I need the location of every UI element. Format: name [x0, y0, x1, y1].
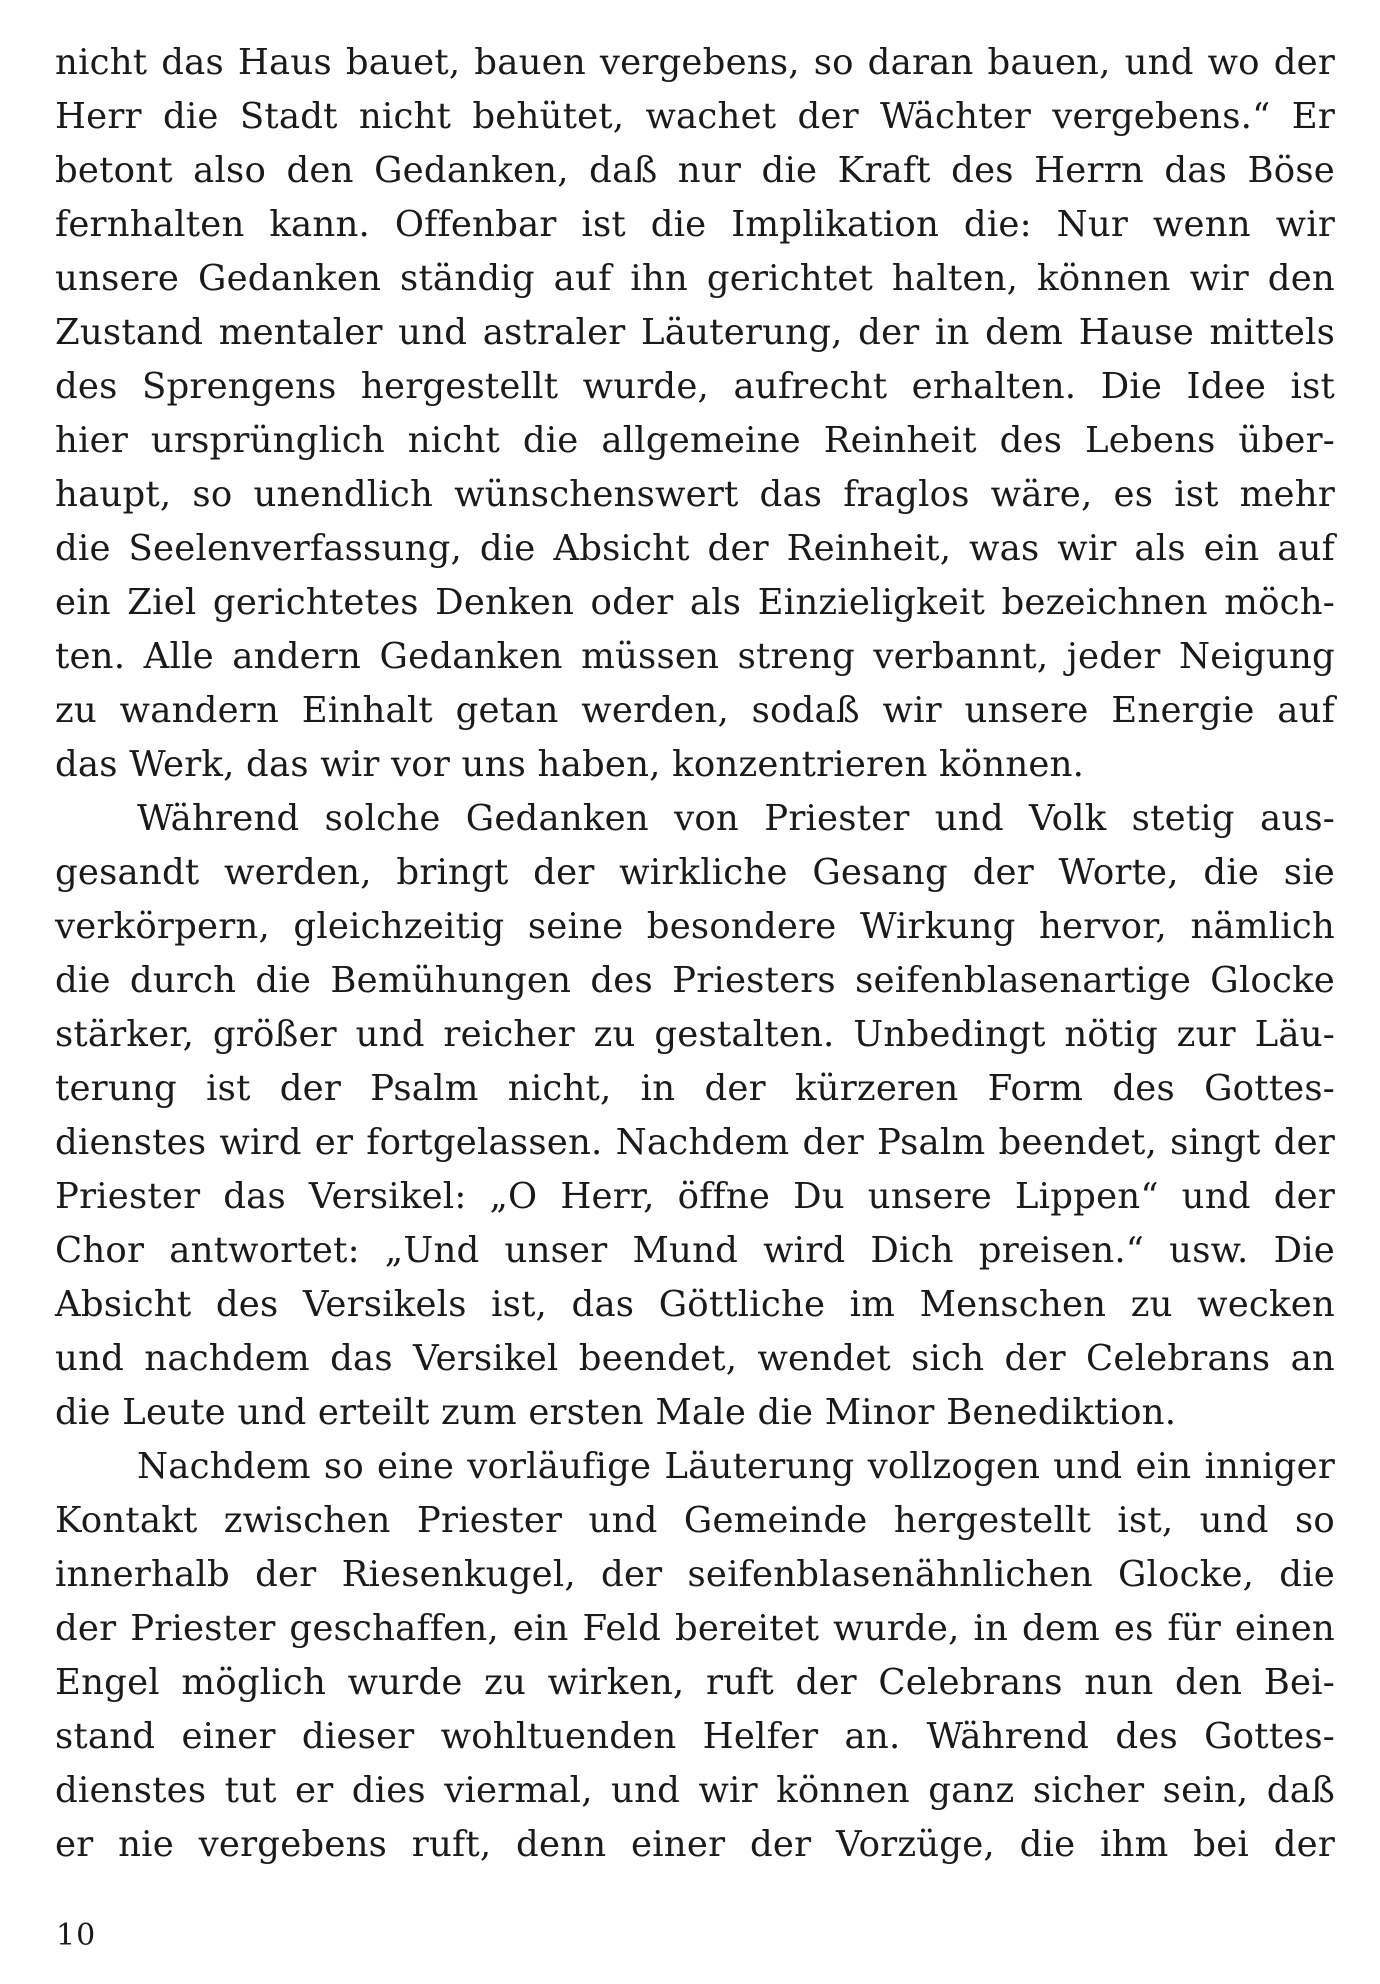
text-line: Chor antwortet: „Und unser Mund wird Dich preisen.“ usw. Die — [55, 1230, 1335, 1271]
text-line: fernhalten kann. Offenbar ist die Implikation die: Nur wenn wir — [55, 204, 1335, 245]
text-line: gesandt werden, bringt der wirkliche Gesang der Worte, die sie — [55, 852, 1335, 893]
body-text — [55, 36, 1335, 1872]
text-line: dienstes wird er fortgelassen. Nachdem der Psalm beendet, singt der — [55, 1122, 1335, 1163]
text-line: terung ist der Psalm nicht, in der kürzeren Form des Gottes- — [55, 1068, 1335, 1109]
text-line: die Seelenverfassung, die Absicht der Reinheit, was wir als ein auf — [55, 528, 1335, 569]
text-line: zu wandern Einhalt getan werden, sodaß wir unsere Energie auf — [55, 690, 1335, 731]
text-line: Absicht des Versikels ist, das Göttliche im Menschen zu wecken — [55, 1284, 1335, 1325]
text-line: nicht das Haus bauet, bauen vergebens, so daran bauen, und wo der — [55, 42, 1335, 83]
text-line: ein Ziel gerichtetes Denken oder als Einzieligkeit bezeichnen möch- — [55, 582, 1335, 623]
text-line: das Werk, das wir vor uns haben, konzentrieren können. — [55, 744, 1085, 785]
text-line: betont also den Gedanken, daß nur die Kraft des Herrn das Böse — [55, 150, 1335, 191]
text-line: er nie vergebens ruft, denn einer der Vorzüge, die ihm bei der — [55, 1824, 1335, 1865]
text-line: stand einer dieser wohltuenden Helfer an. Während des Gottes- — [55, 1716, 1335, 1757]
text-line: Herr die Stadt nicht behütet, wachet der Wächter vergebens.“ Er — [55, 96, 1335, 137]
page-number: 10 — [56, 1918, 97, 1953]
text-line: des Sprengens hergestellt wurde, aufrecht erhalten. Die Idee ist — [55, 366, 1335, 407]
text-line: ten. Alle andern Gedanken müssen streng verbannt, jeder Neigung — [55, 636, 1335, 677]
text-line: Kontakt zwischen Priester und Gemeinde hergestellt ist, und so — [55, 1500, 1335, 1541]
text-line: verkörpern, gleichzeitig seine besondere Wirkung hervor, nämlich — [55, 906, 1335, 947]
text-line: Nachdem so eine vorläufige Läuterung vollzogen und ein inniger — [137, 1446, 1335, 1487]
text-line: hier ursprünglich nicht die allgemeine Reinheit des Lebens über- — [55, 420, 1335, 461]
text-line: stärker, größer und reicher zu gestalten. Unbedingt nötig zur Läu- — [55, 1014, 1335, 1055]
text-line: unsere Gedanken ständig auf ihn gerichtet halten, können wir den — [55, 258, 1335, 299]
text-line: die Leute und erteilt zum ersten Male die Minor Benediktion. — [55, 1392, 1177, 1433]
text-line: Während solche Gedanken von Priester und Volk stetig aus- — [137, 798, 1335, 839]
text-line: der Priester geschaffen, ein Feld bereitet wurde, in dem es für einen — [55, 1608, 1335, 1649]
text-line: dienstes tut er dies viermal, und wir können ganz sicher sein, daß — [55, 1770, 1335, 1811]
text-line: Zustand mentaler und astraler Läuterung, der in dem Hause mittels — [55, 312, 1335, 353]
text-line: die durch die Bemühungen des Priesters seifenblasenartige Glocke — [55, 960, 1335, 1001]
text-line: haupt, so unendlich wünschenswert das fraglos wäre, es ist mehr — [55, 474, 1335, 515]
text-line: und nachdem das Versikel beendet, wendet sich der Celebrans an — [55, 1338, 1335, 1379]
text-line: Priester das Versikel: „O Herr, öffne Du unsere Lippen“ und der — [55, 1176, 1335, 1217]
text-line: Engel möglich wurde zu wirken, ruft der Celebrans nun den Bei- — [55, 1662, 1335, 1703]
text-line: innerhalb der Riesenkugel, der seifenblasenähnlichen Glocke, die — [55, 1554, 1335, 1595]
